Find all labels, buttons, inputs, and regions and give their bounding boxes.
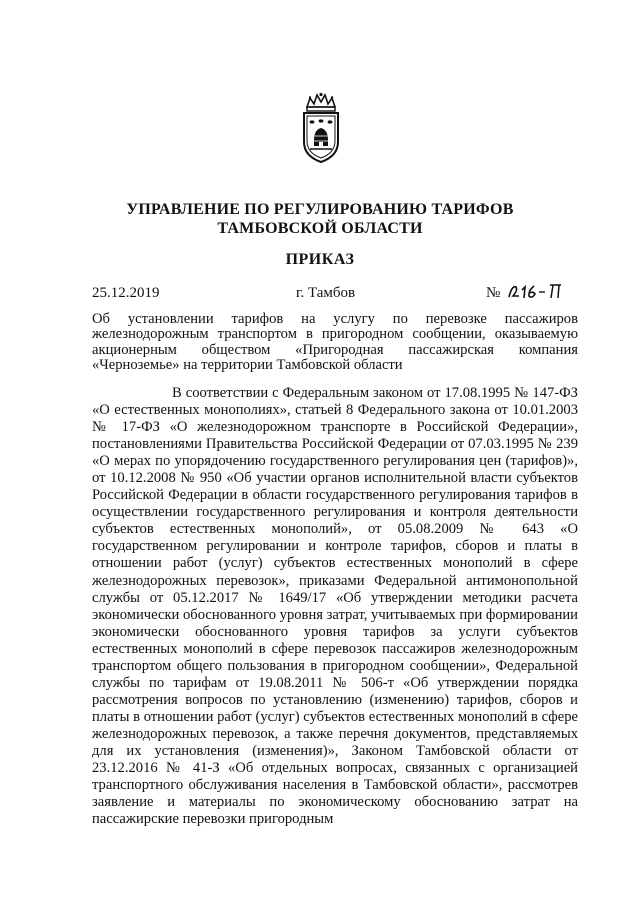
organization-name-line2: ТАМБОВСКОЙ ОБЛАСТИ <box>217 220 423 237</box>
order-number-label: № <box>486 285 501 301</box>
order-city: г. Тамбов <box>296 285 356 301</box>
order-date: 25.12.2019 <box>92 285 160 301</box>
order-number <box>486 281 566 303</box>
order-subject: Об установлении тарифов на услугу по перевозке пассажиров железнодорожным транспортом в пригородном сообщении, оказываемую акционерным обществом «Пригородная пассажирская компания «Черноземье» на территории Тамбовской области <box>92 311 578 373</box>
order-body-paragraph: В соответствии с Федеральным законом от 17.08.1995 № 147-ФЗ «О естественных монополиях», статьей 8 Федерального закона от 10.01.2003 № 17-ФЗ «О железнодорожном транспорте в Российской Федерации», постановлениями Правительства Российской Федерации от 07.03.1995 № 239 «О мерах по упорядочению государственного регулирования цен (тарифов)», от 10.12.2008 № 950 «Об участии органов исполнительной власти субъектов Российской Федерации в области государственного регулирования тарифов в осуществлении государственного регулирования и контроля деятельности субъектов естественных монополий», от 05.08.2009 № 643 «О государственном регулировании и контроле тарифов, сборов и платы в отношении работ (услуг) субъектов естественных монополий в сфере железнодорожных перевозок», приказами Федеральной антимонопольной службы от 05.12.2017 № 1649/17 «Об утверждении методики расчета экономически обоснованного уровня затрат, учитываемых при формировании экономически обоснованного уровня тарифов за услуги субъектов естественных монополий в сфере перевозок пассажиров железнодорожным транспортом общего пользования в пригородном сообщении», Федеральной службы по тарифам от 19.08.2011 № 506-т «Об утверждении порядка рассмотрения вопросов по установлению (изменению) тарифов, сборов и платы в отношении работ (услуг) субъектов естественных монополий в сфере железнодорожных перевозок, а также перечня документов, представляемых для их установления (изменения)», Законом Тамбовской области от 23.12.2016 № 41-З «Об отдельных вопросах, связанных с организацией транспортного обслуживания населения в Тамбовской области», рассмотрев заявление и материалы по экономическому обоснованию затрат на пассажирские перевозки пригородным <box>92 385 578 828</box>
tambov-coat-of-arms-icon <box>298 92 344 164</box>
handwritten-number-icon <box>506 281 566 303</box>
organization-name-line1: УПРАВЛЕНИЕ ПО РЕГУЛИРОВАНИЮ ТАРИФОВ <box>126 201 514 218</box>
document-type-title: ПРИКАЗ <box>285 251 355 268</box>
